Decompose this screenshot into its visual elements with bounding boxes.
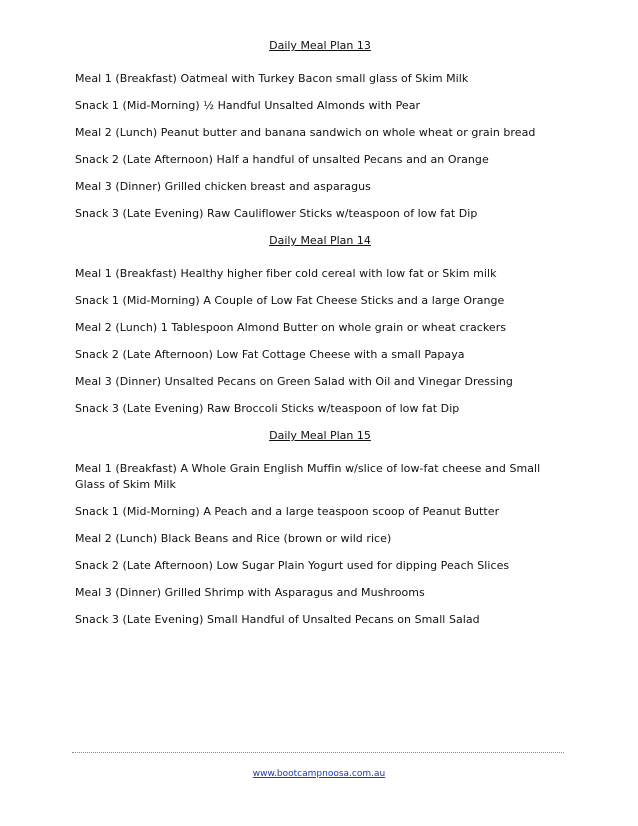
plan-item: Snack 1 (Mid-Morning) A Peach and a large teaspoon scoop of Peanut Butter bbox=[75, 505, 500, 518]
website-link[interactable]: www.bootcampnoosa.com.au bbox=[252, 769, 386, 779]
plan-item: Meal 2 (Lunch) Black Beans and Rice (brown or wild rice) bbox=[75, 532, 392, 545]
footer bbox=[0, 768, 638, 780]
meal-plan-15 bbox=[75, 428, 565, 628]
plan-title: Daily Meal Plan 13 bbox=[269, 39, 371, 52]
document-page bbox=[75, 38, 565, 639]
plan-item: Snack 2 (Late Afternoon) Low Sugar Plain Yogurt used for dipping Peach Slices bbox=[75, 559, 510, 572]
plan-item: Meal 3 (Dinner) Grilled chicken breast and asparagus bbox=[75, 180, 371, 193]
meal-plan-14 bbox=[75, 233, 565, 417]
plan-item: Meal 1 (Breakfast) A Whole Grain English Muffin w/slice of low-fat cheese and Small Glass of Skim Milk bbox=[75, 462, 541, 491]
plan-item: Snack 2 (Late Afternoon) Low Fat Cottage Cheese with a small Papaya bbox=[75, 348, 465, 361]
plan-item: Meal 2 (Lunch) Peanut butter and banana sandwich on whole wheat or grain bread bbox=[75, 126, 536, 139]
footer-divider bbox=[72, 752, 564, 753]
plan-item: Snack 3 (Late Evening) Small Handful of Unsalted Pecans on Small Salad bbox=[75, 613, 480, 626]
plan-item: Meal 1 (Breakfast) Oatmeal with Turkey Bacon small glass of Skim Milk bbox=[75, 72, 469, 85]
plan-item: Snack 3 (Late Evening) Raw Cauliflower Sticks w/teaspoon of low fat Dip bbox=[75, 207, 478, 220]
plan-item: Meal 3 (Dinner) Unsalted Pecans on Green Salad with Oil and Vinegar Dressing bbox=[75, 375, 513, 388]
plan-item: Snack 2 (Late Afternoon) Half a handful of unsalted Pecans and an Orange bbox=[75, 153, 489, 166]
plan-item: Meal 1 (Breakfast) Healthy higher fiber cold cereal with low fat or Skim milk bbox=[75, 267, 497, 280]
plan-item: Snack 3 (Late Evening) Raw Broccoli Sticks w/teaspoon of low fat Dip bbox=[75, 402, 460, 415]
plan-title: Daily Meal Plan 14 bbox=[269, 234, 371, 247]
plan-item: Snack 1 (Mid-Morning) ½ Handful Unsalted Almonds with Pear bbox=[75, 99, 421, 112]
plan-title: Daily Meal Plan 15 bbox=[269, 429, 371, 442]
plan-item: Meal 2 (Lunch) 1 Tablespoon Almond Butter on whole grain or wheat crackers bbox=[75, 321, 507, 334]
meal-plan-13 bbox=[75, 38, 565, 222]
plan-item: Meal 3 (Dinner) Grilled Shrimp with Asparagus and Mushrooms bbox=[75, 586, 425, 599]
plan-item: Snack 1 (Mid-Morning) A Couple of Low Fat Cheese Sticks and a large Orange bbox=[75, 294, 505, 307]
